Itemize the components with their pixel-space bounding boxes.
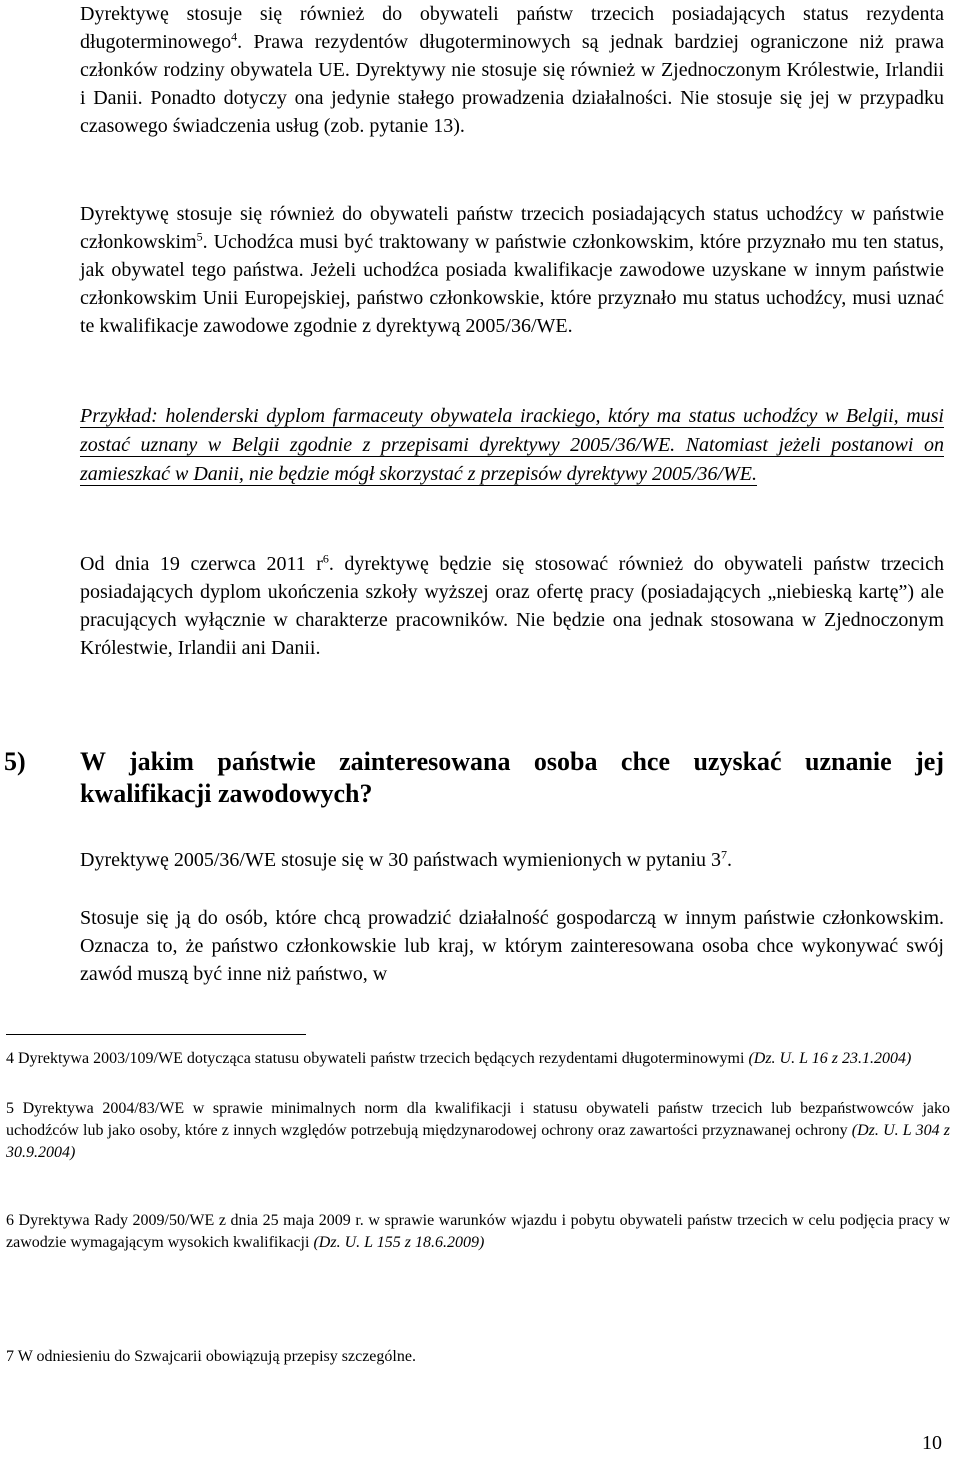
- footnote-text: W odniesieniu do Szwajcarii obowiązują przepisy szczególne.: [14, 1348, 416, 1365]
- footnote-reference: (Dz. U. L 16 z 23.1.2004): [748, 1050, 912, 1067]
- section-number: 5): [4, 747, 26, 776]
- footnote-ref-5[interactable]: 5: [196, 229, 203, 244]
- paragraph-long-term-residents: [80, 0, 944, 140]
- paragraph-text: . Uchodźca musi być traktowany w państwie członkowskim, które przyznało mu ten status, jak obywatel tego państwa. Jeżeli uchodźca posiada kwalifikacje zawodowe uzyskane w innym państwie członkowskim Unii Europejskiej, państwo członkowskie, które przyznało mu status uchodźcy, musi uznać te kwalifikacje zawodowe zgodnie z dyrektywą 2005/36/WE.: [80, 231, 944, 337]
- paragraph-text: . dyrektywę będzie się stosować również do obywateli państw trzecich posiadających dyplom ukończenia szkoły wyższej oraz ofertę pracy (posiadających „niebieską kartę”) ale pracujących wyłącznie w charakterze pracowników. Nie będzie ona jednak stosowana w Zjednoczonym Królestwie, Irlandii ani Danii.: [80, 553, 944, 659]
- footnote-separator: [6, 1034, 306, 1035]
- footnote-reference: (Dz. U. L 304 z 30.9.2004): [6, 1122, 950, 1161]
- paragraph-economic-activity: [80, 904, 944, 988]
- footnote-ref-6[interactable]: 6: [322, 551, 329, 566]
- footnote-ref-7[interactable]: 7: [721, 847, 727, 862]
- footnote-reference: (Dz. U. L 155 z 18.6.2009): [313, 1234, 485, 1251]
- example-text: Przykład: holenderski dyplom farmaceuty obywatela irackiego, który ma status uchodźcy w Belgii, musi zostać uznany w Belgii zgodnie z przepisami dyrektywy 2005/36/WE. Natomiast jeżeli postanowi on zamieszkać w Danii, nie będzie mógł skorzystać z przepisów dyrektywy 2005/36/WE.: [80, 405, 944, 485]
- paragraph-refugees: [80, 200, 944, 340]
- footnote-6: [6, 1210, 950, 1254]
- section-title: W jakim państwie zainteresowana osoba chce uzyskać uznanie jej kwalifikacji zawodowych?: [80, 747, 944, 808]
- footnote-5: [6, 1098, 950, 1164]
- section-heading: [4, 746, 944, 810]
- footnote-number: 6: [6, 1212, 14, 1229]
- paragraph-text: Dyrektywę stosuje się również do obywateli państw trzecich posiadających status rezydenta długoterminowego: [80, 3, 944, 53]
- footnote-text: Dyrektywa 2003/109/WE dotycząca statusu obywateli państw trzecich będących rezydentami długoterminowymi: [14, 1050, 749, 1067]
- paragraph-text: .: [727, 849, 732, 871]
- footnote-7: [6, 1346, 950, 1368]
- page-number: 10: [922, 1432, 942, 1454]
- paragraph-text: Stosuje się ją do osób, które chcą prowadzić działalność gospodarczą w innym państwie członkowskim. Oznacza to, że państwo członkowskie lub kraj, w którym zainteresowana osoba chce wykonywać swój zawód muszą być inne niż państwo, w: [80, 907, 944, 985]
- paragraph-text: . Prawa rezydentów długoterminowych są jednak bardziej ograniczone niż prawa członków rodziny obywatela UE. Dyrektywy nie stosuje się również w Zjednoczonym Królestwie, Irlandii i Danii. Ponadto dotyczy ona jedynie stałego prowadzenia działalności. Nie stosuje się jej w przypadku czasowego świadczenia usług (zob. pytanie 13).: [80, 31, 944, 137]
- footnote-number: 5: [6, 1100, 14, 1117]
- paragraph-text: Od dnia 19 czerwca 2011 r: [80, 553, 323, 575]
- footnote-number: 4: [6, 1050, 14, 1067]
- paragraph-text: Dyrektywę 2005/36/WE stosuje się w 30 państwach wymienionych w pytaniu 3: [80, 849, 721, 871]
- paragraph-30-states: [80, 846, 944, 874]
- footnote-4: [6, 1048, 950, 1070]
- example-box: [80, 402, 944, 489]
- footnote-text: Dyrektywa 2004/83/WE w sprawie minimalnych norm dla kwalifikacji i statusu obywateli państw trzecich lub bezpaństwowców jako uchodźców lub jako osoby, które z innych względów potrzebują międzynarodowej ochrony oraz zawartości przyznawanej ochrony: [6, 1100, 950, 1139]
- paragraph-blue-card: [80, 550, 944, 662]
- footnote-ref-4[interactable]: 4: [231, 29, 238, 44]
- footnote-number: 7: [6, 1348, 14, 1365]
- footnote-text: Dyrektywa Rady 2009/50/WE z dnia 25 maja 2009 r. w sprawie warunków wjazdu i pobytu obywateli państw trzecich w celu podjęcia pracy w zawodzie wymagającym wysokich kwalifikacji: [6, 1212, 950, 1251]
- paragraph-text: Dyrektywę stosuje się również do obywateli państw trzecich posiadających status uchodźcy w państwie członkowskim: [80, 203, 944, 253]
